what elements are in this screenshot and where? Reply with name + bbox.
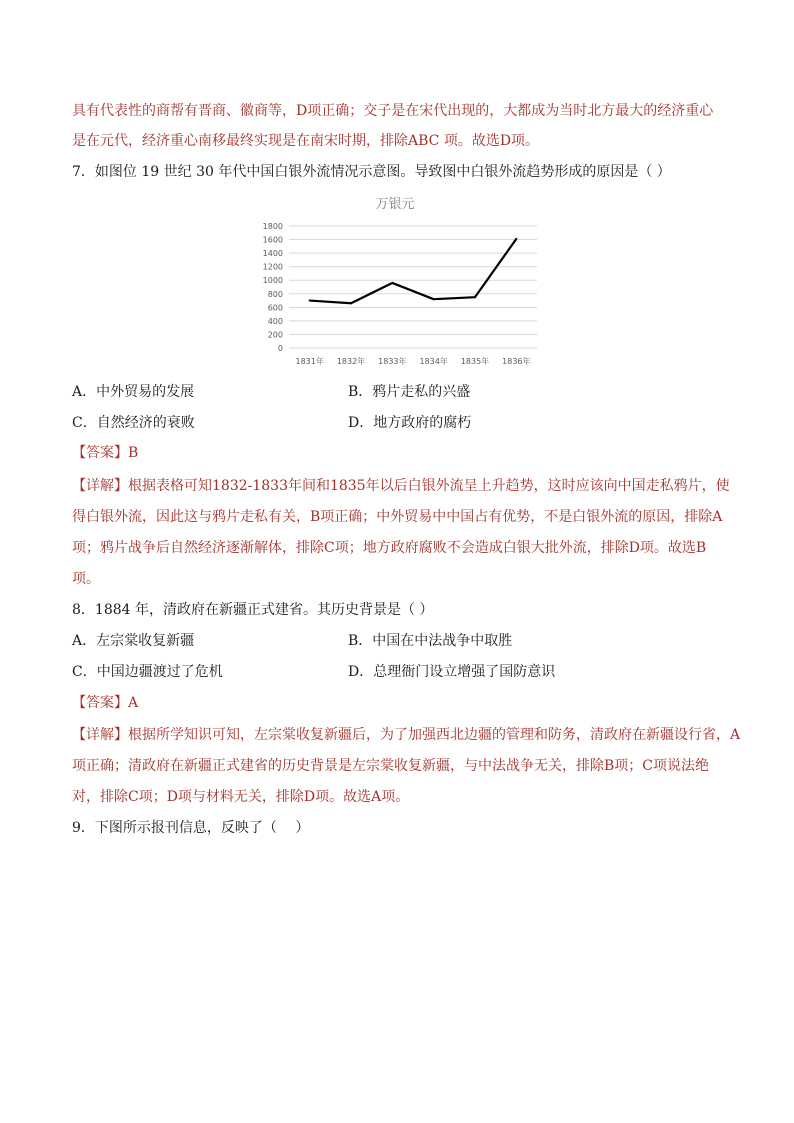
y-tick-label: 800 (267, 289, 283, 299)
data-point (474, 296, 476, 298)
explanation-line: 是在元代，经济重心南移最终实现是在南宋时期，排除ABC 项。故选D项。 (72, 133, 540, 149)
answer-tag: 【答案】 (72, 445, 128, 461)
option-a: A．中外贸易的发展 (72, 384, 195, 400)
option-b: B．鸦片走私的兴盛 (348, 384, 471, 400)
detail-line: 项。 (72, 571, 100, 587)
detail-tag: 【详解】 (72, 478, 128, 494)
question-stem: 8．1884 年，清政府在新疆正式建省。其历史背景是（ ） (72, 602, 434, 618)
y-tick-label: 1000 (262, 276, 283, 286)
x-tick-label: 1834年 (419, 357, 448, 366)
x-tick-label: 1832年 (336, 357, 366, 366)
data-point (515, 238, 517, 240)
detail-line: 项；鸦片战争后自然经济逐渐解体，排除C项；地方政府腐败不会造成白银大批外流，排除D项。故选B (72, 540, 707, 556)
x-tick-label: 1833年 (378, 357, 407, 366)
option-d: D．地方政府的腐朽 (348, 415, 472, 431)
y-tick-label: 0 (277, 344, 283, 353)
y-tick-label: 1200 (262, 262, 283, 272)
detail-text: 根据所学知识可知，左宗棠收复新疆后，为了加强西北边疆的管理和防务，清政府在新疆设行省，A (128, 727, 741, 743)
answer-value: B (128, 445, 139, 461)
y-tick-label: 400 (267, 316, 283, 326)
question-stem: 7．如图位 19 世纪 30 年代中国白银外流情况示意图。导致图中白银外流趋势形成的原因是（ ） (72, 164, 671, 180)
detail-text: 根据表格可知1832-1833年间和1835年以后白银外流呈上升趋势，这时应该向中国走私鸦片，使 (128, 478, 730, 494)
answer-line (72, 443, 138, 463)
data-point (350, 302, 352, 304)
option-d: D．总理衙门设立增强了国防意识 (348, 664, 556, 680)
chart-title: 万银元 (375, 197, 415, 212)
data-point (433, 298, 435, 300)
explanation-line: 具有代表性的商帮有晋商、徽商等，D项正确；交子是在宋代出现的，大都成为当时北方最大的经济重心 (72, 103, 714, 119)
y-tick-label: 1800 (262, 222, 283, 231)
x-tick-label: 1836年 (502, 357, 531, 366)
detail-line (72, 476, 730, 496)
y-tick-label: 600 (267, 303, 283, 313)
silver-outflow-chart (255, 192, 545, 372)
option-c: C．自然经济的衰败 (72, 415, 195, 431)
detail-line: 对，排除C项；D项与材料无关，排除D项。故选A项。 (72, 789, 410, 805)
y-tick-label: 1400 (262, 249, 283, 259)
answer-line (72, 693, 138, 713)
detail-line: 项正确；清政府在新疆正式建省的历史背景是左宗棠收复新疆，与中法战争无关，排除B项；C项说法绝 (72, 758, 709, 774)
x-tick-label: 1831年 (295, 357, 324, 366)
data-point (391, 282, 393, 284)
option-a: A．左宗棠收复新疆 (72, 633, 195, 649)
option-c: C．中国边疆渡过了危机 (72, 664, 223, 680)
answer-value: A (128, 695, 139, 711)
data-point (309, 300, 311, 302)
question-stem: 9．下图所示报刊信息，反映了（ ） (72, 820, 310, 836)
y-tick-label: 1600 (262, 235, 283, 245)
detail-tag: 【详解】 (72, 727, 128, 743)
y-tick-label: 200 (267, 330, 283, 340)
detail-line (72, 725, 740, 745)
x-tick-label: 1835年 (460, 357, 490, 366)
option-b: B．中国在中法战争中取胜 (348, 633, 513, 649)
answer-tag: 【答案】 (72, 695, 128, 711)
detail-line: 得白银外流，因此这与鸦片走私有关，B项正确；中外贸易中中国占有优势，不是白银外流的原因，排除A (72, 509, 723, 525)
